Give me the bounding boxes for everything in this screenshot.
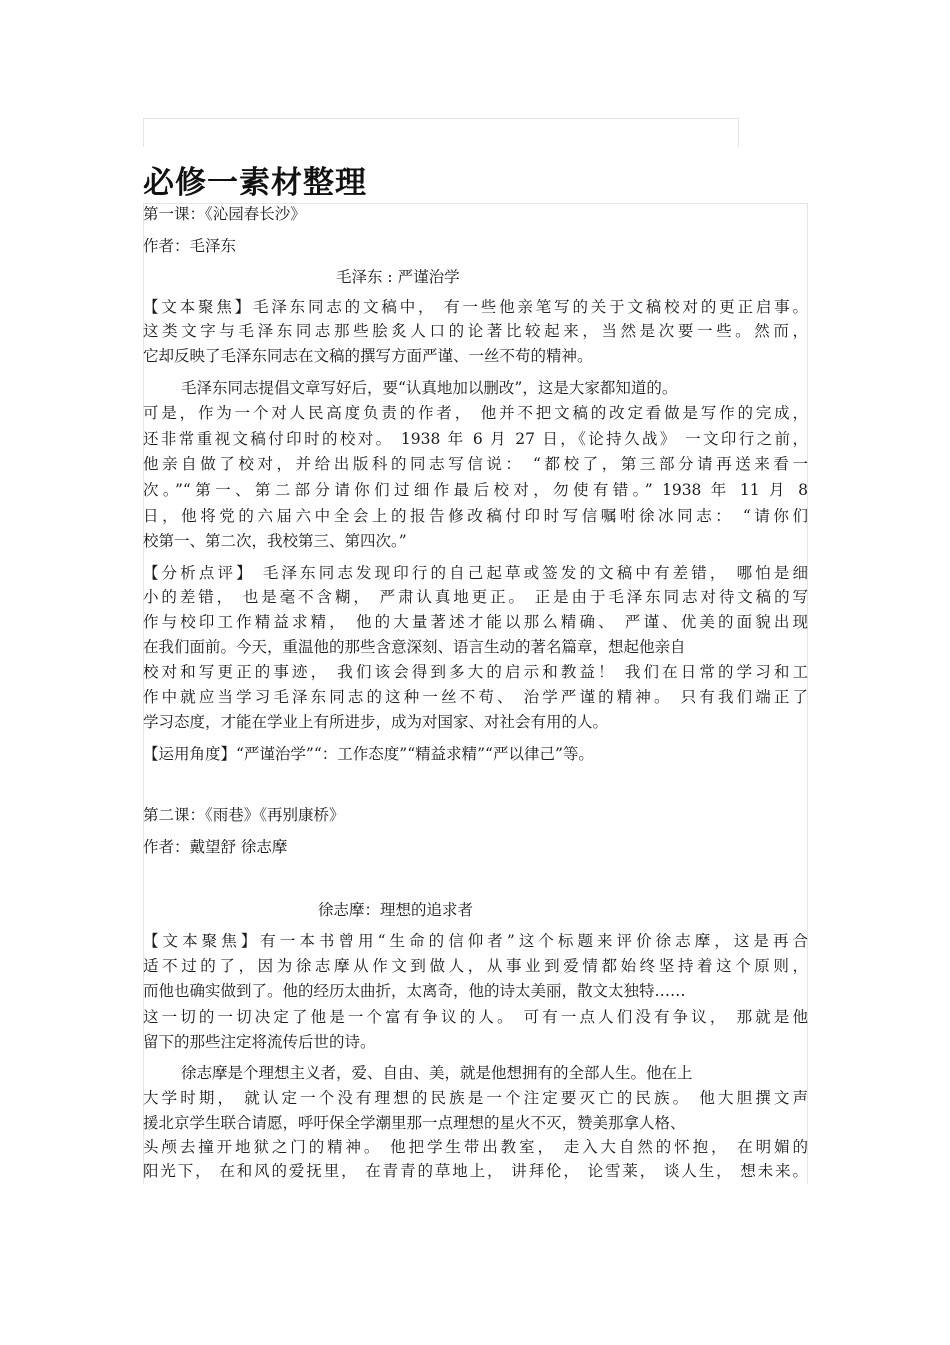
lesson-2-heading: 第二课：《雨巷》《再别康桥》 <box>143 806 345 824</box>
lesson-1-author: 作者：毛泽东 <box>143 237 237 255</box>
text-line: 校对和写更正的事迹， 我们该会得到多大的启示和教益！ 我们在日常的学习和工 <box>143 663 808 681</box>
text-line: 留下的那些注定将流传后世的诗。 <box>143 1033 376 1051</box>
text-line: 小的差错， 也是毫不含糊， 严肃认真地更正。 正是由于毛泽东同志对待文稿的写 <box>143 588 808 606</box>
lesson-1-heading: 第一课：《沁园春长沙》 <box>143 205 306 223</box>
usage-angle-line: 【运用角度】“严谨治学”“：工作态度”“精益求精”“严以律己”等。 <box>143 745 594 763</box>
text-line: 可是，作为一个对人民高度负责的作者， 他并不把文稿的改定看做是写作的完成， <box>143 404 808 422</box>
text-line: 阳光下， 在和风的爱抚里， 在青青的草地上， 讲拜伦， 论雪莱， 谈人生， 想未来。 <box>143 1162 808 1180</box>
text-line: 次。”“第一、第二部分请你们过细作最后校对，勿使有错。” 1938 年 11 月 8 <box>143 481 808 499</box>
page-title: 必修一素材整理 <box>143 165 367 201</box>
text-line: 这类文字与毛泽东同志那些脍炙人口的论著比较起来，当然是次要一些。然而， <box>143 322 808 340</box>
section-1-heading: 毛泽东 : 严谨治学 <box>336 268 460 286</box>
text-line: 毛泽东同志提倡文章写好后，要“认真地加以删改”，这是大家都知道的。 <box>181 379 678 397</box>
text-line: 【文本聚焦】有一本书曾用“生命的信仰者”这个标题来评价徐志摩，这是再合 <box>143 932 808 950</box>
section-2-heading: 徐志摩：理想的追求者 <box>318 901 474 919</box>
text-line: 他亲自做了校对，并给出版科的同志写信说： “都校了，第三部分请再送来看一 <box>143 455 808 473</box>
text-line: 作中就应当学习毛泽东同志的这种一丝不苟、 治学严谨的精神。 只有我们端正了 <box>143 688 808 706</box>
text-line: 【分析点评】 毛泽东同志发现印行的自己起草或签发的文稿中有差错， 哪怕是细 <box>143 564 808 582</box>
text-line: 作与校印工作精益求精， 他的大量著述才能以那么精确、 严谨、优美的面貌出现 <box>143 613 808 631</box>
text-line: 适不过的了，因为徐志摩从作文到做人，从事业到爱情都始终坚持着这个原则， <box>143 957 808 975</box>
text-line: 而他也确实做到了。他的经历太曲折，太离奇，他的诗太美丽，散文太独特…… <box>143 982 686 1000</box>
text-line: 在我们面前。今天，重温他的那些含意深刻、语言生动的著名篇章，想起他亲自 <box>143 638 686 656</box>
text-line: 日，他将党的六届六中全会上的报告修改稿付印时写信嘱咐徐冰同志： “请你们 <box>143 507 808 525</box>
text-line: 援北京学生联合请愿，呼吁保全学潮里那一点理想的星火不灭，赞美那拿人格、 <box>143 1114 686 1132</box>
text-line: 【文本聚焦】毛泽东同志的文稿中， 有一些他亲笔写的关于文稿校对的更正启事。 <box>143 298 808 316</box>
text-line: 校第一、第二次，我校第三、第四次。” <box>143 532 407 550</box>
text-line: 这一切的一切决定了他是一个富有争议的人。 可有一点人们没有争议， 那就是他 <box>143 1008 808 1026</box>
text-line: 还非常重视文稿付印时的校对。 1938 年 6 月 27 日，《论持久战》 一文印行之前， <box>143 430 808 448</box>
text-line: 徐志摩是个理想主义者，爱、自由、美，就是他想拥有的全部人生。他在上 <box>181 1064 693 1082</box>
lesson-2-authors: 作者：戴望舒 徐志摩 <box>143 838 288 856</box>
text-line: 大学时期， 就认定一个没有理想的民族是一个注定要灭亡的民族。 他大胆撰文声 <box>143 1089 808 1107</box>
header-frame <box>143 118 739 147</box>
text-line: 学习态度，才能在学业上有所进步，成为对国家、对社会有用的人。 <box>143 713 609 731</box>
text-line: 它却反映了毛泽东同志在文稿的撰写方面严谨、一丝不苟的精神。 <box>143 347 593 365</box>
text-line: 头颅去撞开地狱之门的精神。 他把学生带出教室， 走入大自然的怀抱， 在明媚的 <box>143 1138 808 1156</box>
